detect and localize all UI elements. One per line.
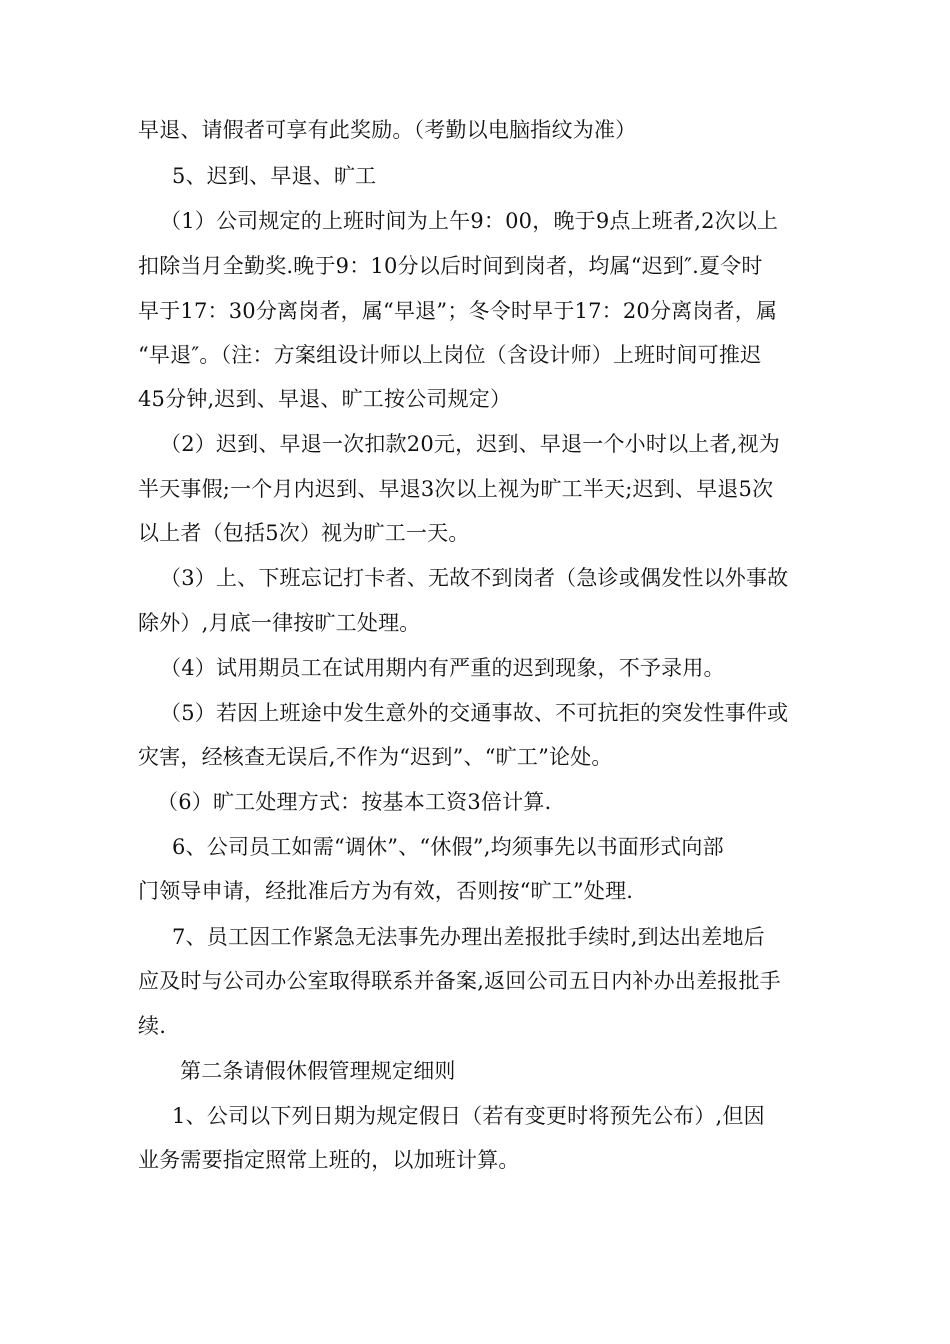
article-heading: 第二条请假休假管理规定细则 [180,1059,456,1083]
text-line: 6、公司员工如需“调休”、“休假”,均须事先以书面形式向部 [172,835,724,859]
text-line: 应及时与公司办公室取得联系并备案,返回公司五日内补办出差报批手 [138,969,781,993]
text-line: （4）试用期员工在试用期内有严重的迟到现象，不予录用。 [160,656,725,680]
text-line: （1）公司规定的上班时间为上午9：00，晚于9点上班者,2次以上 [160,209,779,233]
text-line: （3）上、下班忘记打卡者、无故不到岗者（急诊或偶发性以外事故 [160,566,789,590]
text-line: （6）旷工处理方式：按基本工资3倍计算. [157,790,552,814]
text-line: 以上者（包括5次）视为旷工一天。 [138,521,470,545]
text-line: 扣除当月全勤奖.晚于9：10分以后时间到岗者，均属“迟到″.夏令时 [138,254,763,278]
text-line: 早于17：30分离岗者，属“早退”；冬令时早于17：20分离岗者，属 [138,299,778,323]
text-line: 半天事假;一个月内迟到、早退3次以上视为旷工半天;迟到、早退5次 [138,477,774,501]
text-line: 45分钟,迟到、早退、旷工按公司规定） [138,387,512,411]
text-line: （5）若因上班途中发生意外的交通事故、不可抗拒的突发性事件或 [160,701,789,725]
text-line: 除外）,月底一律按旷工处理。 [138,611,421,635]
text-line: 灾害，经核查无误后,不作为“迟到”、“旷工”论处。 [138,745,613,769]
text-line: “早退″。（注：方案组设计师以上岗位（含设计师）上班时间可推迟 [138,343,762,367]
text-line: 业务需要指定照常上班的，以加班计算。 [138,1148,520,1172]
text-line: 7、员工因工作紧急无法事先办理出差报批手续时,到达出差地后 [172,925,765,949]
section-heading: 5、迟到、早退、旷工 [172,164,377,188]
text-line: 早退、请假者可享有此奖励。（考勤以电脑指纹为准） [138,118,637,142]
text-line: 续. [138,1014,167,1038]
text-line: 门领导申请，经批准后方为有效，否则按“旷工”处理. [138,879,634,903]
text-line: 1、公司以下列日期为规定假日（若有变更时将预先公布）,但因 [172,1104,765,1128]
text-line: （2）迟到、早退一次扣款20元，迟到、早退一个小时以上者,视为 [160,432,780,456]
